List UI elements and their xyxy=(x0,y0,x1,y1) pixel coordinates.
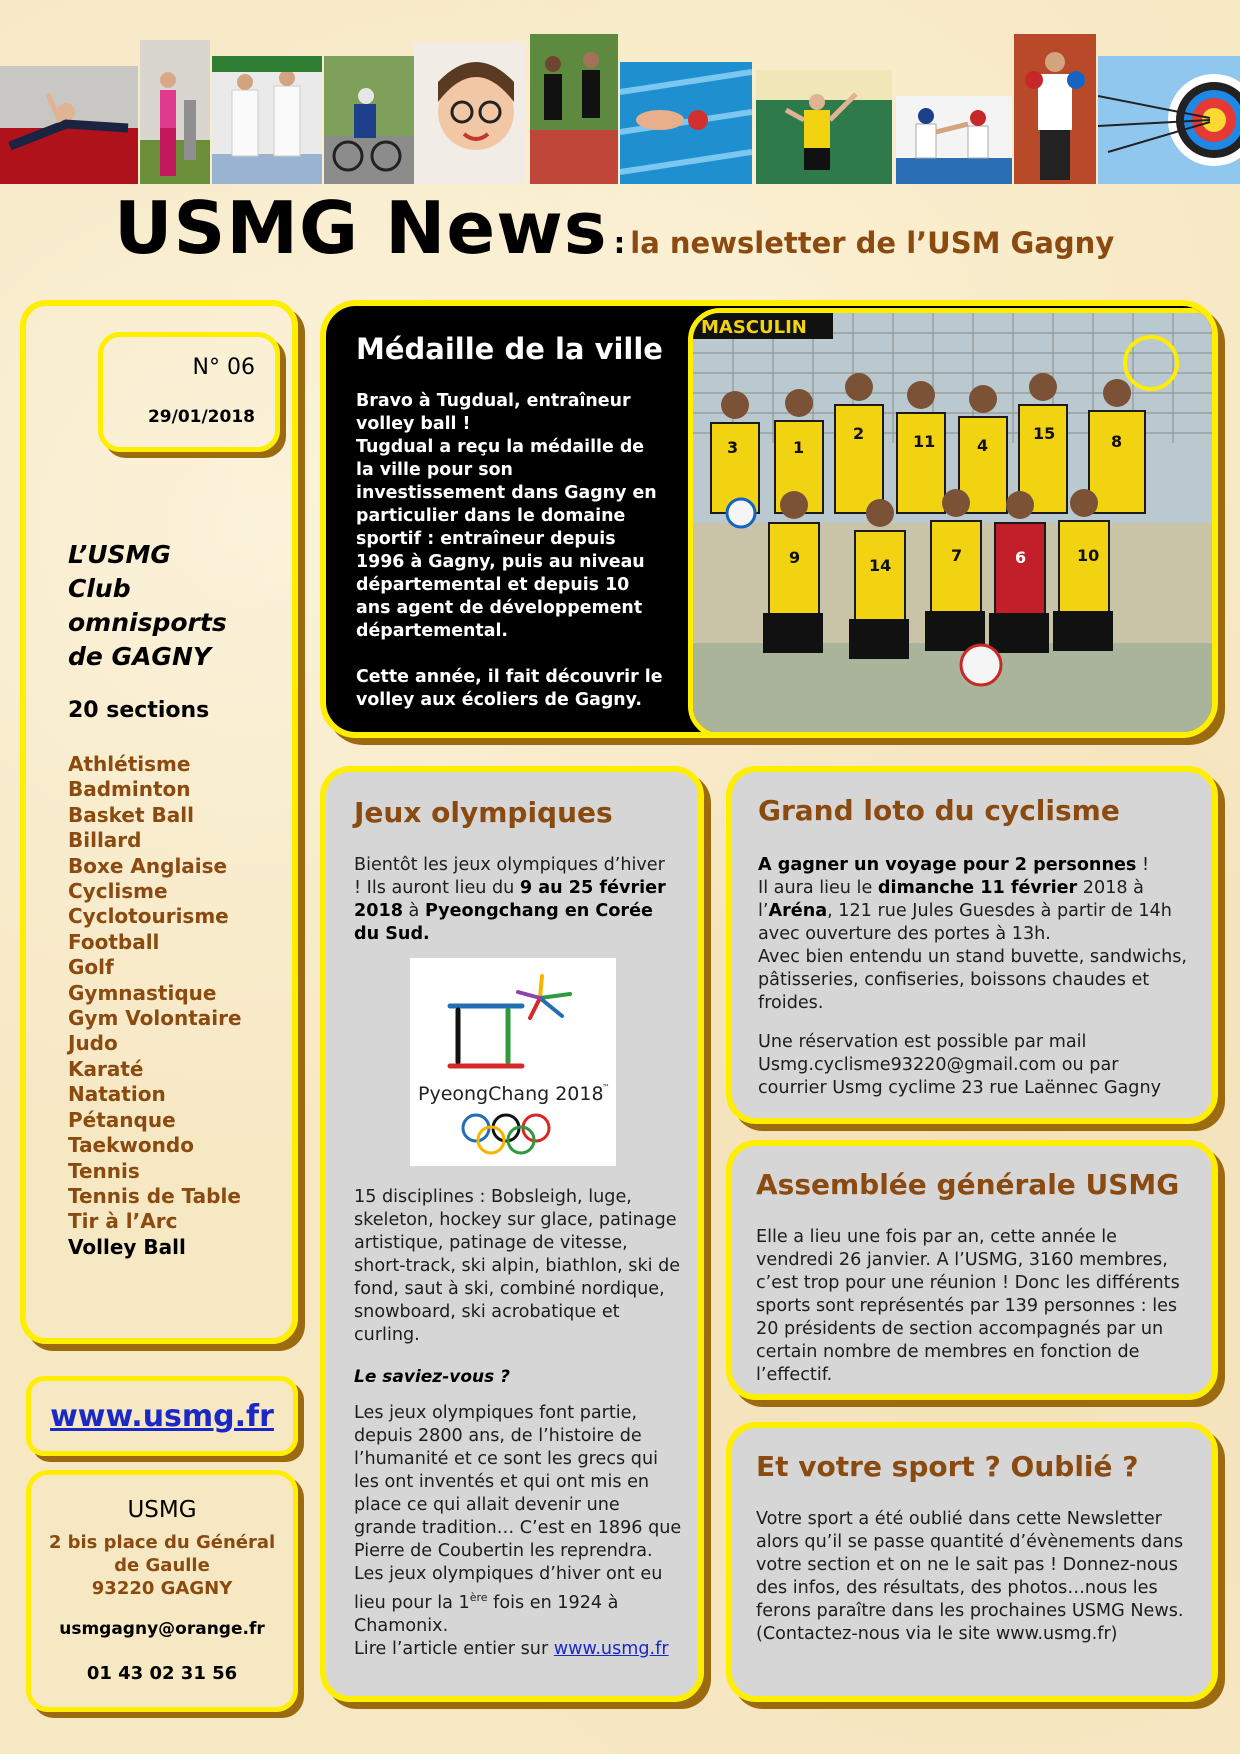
judo-photo xyxy=(212,56,322,184)
issue-number: N° 06 xyxy=(192,355,255,380)
section-item: Cyclotourisme xyxy=(68,904,229,929)
address-box xyxy=(26,1470,298,1712)
loto-when-text: Il aura lieu le xyxy=(758,878,878,898)
loto-place: Aréna xyxy=(768,901,828,921)
jersey-number: 14 xyxy=(869,556,892,575)
forgotten-sport-article xyxy=(726,1422,1218,1702)
volleyball-team-photo xyxy=(688,308,1218,738)
loto-body xyxy=(758,854,1190,1100)
jersey-number: 1 xyxy=(793,438,805,457)
assembly-title: Assemblée générale USMG xyxy=(756,1168,1180,1201)
olympics-intro xyxy=(354,854,676,946)
read-more-text: Lire l’article entier sur xyxy=(354,1638,554,1659)
general-assembly-article xyxy=(726,1140,1218,1400)
boxing-photo xyxy=(1014,34,1096,184)
olympics-first-text: Les jeux olympiques d’hiver ont eu lieu pour la 1 xyxy=(354,1564,663,1613)
read-more-link[interactable]: www.usmg.fr xyxy=(553,1638,669,1659)
address-name: USMG xyxy=(127,1497,197,1523)
address-line: de Gaulle xyxy=(114,1555,210,1576)
club-line: de GAGNY xyxy=(68,642,211,671)
loto-when-text: , 121 rue Jules Guesdes à partir de 14h avec ouverture des portes à 13h. xyxy=(758,901,1172,944)
volleyball-jump-photo xyxy=(756,70,892,184)
section-item: Golf xyxy=(68,955,114,980)
did-you-know-heading: Le saviez-vous ? xyxy=(354,1367,511,1387)
olympics-history-text: Les jeux olympiques font partie, depuis 2800 ans, de l’histoire de l’humanité et ce sont les grecs qui les ont inventés et qui ont mis en place ce qui allait devenir une grande tradition… C’est en 1896 que Pierre de Coubertin les reprendra. xyxy=(354,1403,682,1561)
olympics-intro-text: Bientôt les jeux olympiques d’hiver ! Ils auront lieu du xyxy=(354,855,665,898)
masthead xyxy=(114,186,1214,272)
address-email[interactable]: usmgagny@orange.fr xyxy=(59,1619,265,1639)
loto-when xyxy=(758,877,1190,946)
address-lines xyxy=(31,1531,293,1600)
olympics-read-more xyxy=(354,1638,684,1661)
address-phone: 01 43 02 31 56 xyxy=(86,1663,238,1684)
section-item: Badminton xyxy=(68,777,191,802)
photo-banner: MASCULIN xyxy=(701,317,807,338)
loto-when-text: 2018 à l’ xyxy=(758,878,1144,921)
loto-title: Grand loto du cyclisme xyxy=(758,794,1120,827)
dance-photo xyxy=(140,40,210,184)
olympics-first-winter-games xyxy=(354,1563,684,1638)
ordinal-superscript: ère xyxy=(469,1591,488,1604)
kid-with-glasses-photo xyxy=(414,42,526,184)
club-line: omnisports xyxy=(68,608,227,637)
jersey-number: 10 xyxy=(1077,546,1100,565)
loto-prize: A gagner un voyage pour 2 personnes xyxy=(758,855,1137,875)
website-box xyxy=(26,1376,298,1456)
olympics-dates: 9 au 25 février 2018 xyxy=(354,878,666,921)
gymnastics-photo xyxy=(0,66,138,184)
section-item: Natation xyxy=(68,1082,166,1107)
cycling-photo xyxy=(324,56,414,184)
feature-paragraph: Tugdual a reçu la médaille de la ville pour son investissement dans Gagny en particulier dans le domaine sportif : entraîneur depuis 1996 à Gagny, puis au niveau départemental et depuis 10 ans agent de développement départemental. xyxy=(356,437,657,641)
olympics-intro-text: à xyxy=(402,901,425,921)
section-item: Cyclisme xyxy=(68,879,168,904)
loto-prize-block xyxy=(758,854,1190,877)
jersey-number: 11 xyxy=(913,432,936,451)
club-line: Club xyxy=(68,574,131,603)
olympics-first-text: fois en 1924 à Chamonix. xyxy=(354,1592,619,1636)
archery-target-photo xyxy=(1098,56,1240,184)
club-description xyxy=(68,538,288,674)
taekwondo-photo xyxy=(896,96,1012,184)
jersey-number: 2 xyxy=(853,424,865,443)
olympics-article xyxy=(320,766,704,1702)
cycling-loto-article xyxy=(726,766,1218,1124)
feature-title: Médaille de la ville xyxy=(356,332,663,366)
pyeongchang-logo-text: PyeongChang 2018 xyxy=(418,1083,604,1105)
section-item: Tennis xyxy=(68,1158,140,1183)
section-item: Basket Ball xyxy=(68,802,194,827)
olympics-title: Jeux olympiques xyxy=(354,796,613,829)
olympics-place: Pyeongchang en Corée du Sud. xyxy=(354,901,653,944)
swimming-photo xyxy=(620,62,752,184)
forgotten-text: Votre sport a été oublié dans cette Newsletter alors qu’il se passe quantité d’évènements dans votre section et on ne le sait pas ! Donnez-nous des infos, des résultats, des photos…nous les ferons paraître dans les prochaines USMG News. (Contactez-nous via le site www.usmg.fr) xyxy=(756,1509,1184,1644)
section-item: Karaté xyxy=(68,1056,144,1081)
section-item: Gymnastique xyxy=(68,980,217,1005)
website-link[interactable]: www.usmg.fr xyxy=(50,1399,274,1434)
forgotten-title: Et votre sport ? Oublié ? xyxy=(756,1450,1139,1483)
address-line: 2 bis place du Général xyxy=(48,1532,276,1553)
feature-paragraph: Bravo à Tugdual, entraîneur volley ball ! xyxy=(356,391,631,434)
sections-list xyxy=(68,752,288,1260)
jersey-number: 6 xyxy=(1015,548,1027,567)
loto-prize-end: ! xyxy=(1136,855,1150,875)
address-line: 93220 GAGNY xyxy=(91,1578,233,1599)
issue-box xyxy=(98,332,280,452)
loto-date: dimanche 11 février xyxy=(877,878,1078,898)
section-item: Pétanque xyxy=(68,1107,176,1132)
pyeongchang-2018-logo xyxy=(410,958,616,1166)
section-item: Tir à l’Arc xyxy=(68,1209,178,1234)
sports-photo-strip xyxy=(0,34,1240,184)
jersey-number: 8 xyxy=(1111,432,1123,451)
sections-count: 20 sections xyxy=(68,698,210,723)
olympics-history xyxy=(354,1402,684,1661)
trademark-symbol: ™ xyxy=(602,1083,610,1092)
athletics-photo xyxy=(530,34,618,184)
newsletter-title: USMG News xyxy=(114,186,608,270)
olympics-disciplines: 15 disciplines : Bobsleigh, luge, skeleton, hockey sur glace, patinage artistique, patinage de vitesse, short-track, ski alpin, biathlon, ski de fond, saut à ski, combiné nordique, snowboard, ski acrobatique et curling. xyxy=(354,1187,681,1345)
section-item: Boxe Anglaise xyxy=(68,853,228,878)
feature-text xyxy=(356,390,666,712)
section-item: Judo xyxy=(68,1031,118,1056)
section-item: Gym Volontaire xyxy=(68,1006,242,1031)
club-line: L’USMG xyxy=(68,540,171,569)
jersey-number: 15 xyxy=(1033,424,1056,443)
jersey-number: 7 xyxy=(951,546,963,565)
section-item: Football xyxy=(68,929,160,954)
section-item: Taekwondo xyxy=(68,1133,194,1158)
assembly-text: Elle a lieu une fois par an, cette année le vendredi 26 janvier. A l’USMG, 3160 membres, c’est trop pour une réunion ! Donc les différents sports sont représentés par 139 personnes : les 20 présidents de section accompagnés par un certain nombre de membres en fonction de l’effectif. xyxy=(756,1227,1180,1385)
jersey-number: 3 xyxy=(727,438,739,457)
newsletter-subtitle: la newsletter de l’USM Gagny xyxy=(630,226,1115,260)
section-item: Volley Ball xyxy=(68,1234,186,1259)
masthead-colon: : xyxy=(613,226,626,260)
jersey-number: 9 xyxy=(789,548,801,567)
loto-stand: Avec bien entendu un stand buvette, sandwichs, pâtisseries, confiseries, boissons chaudes et froides. xyxy=(758,947,1188,1013)
issue-date: 29/01/2018 xyxy=(147,407,255,427)
section-item: Billard xyxy=(68,828,142,853)
feature-medal-article xyxy=(320,300,1218,738)
feature-paragraph: Cette année, il fait découvrir le volley aux écoliers de Gagny. xyxy=(356,667,663,710)
section-item: Athlétisme xyxy=(68,752,191,776)
loto-booking: Une réservation est possible par mail Usmg.cyclisme93220@gmail.com ou par courrier Usmg cyclime 23 rue Laënnec Gagny xyxy=(758,1032,1162,1098)
jersey-number: 4 xyxy=(977,436,989,455)
section-item: Tennis de Table xyxy=(68,1183,241,1208)
